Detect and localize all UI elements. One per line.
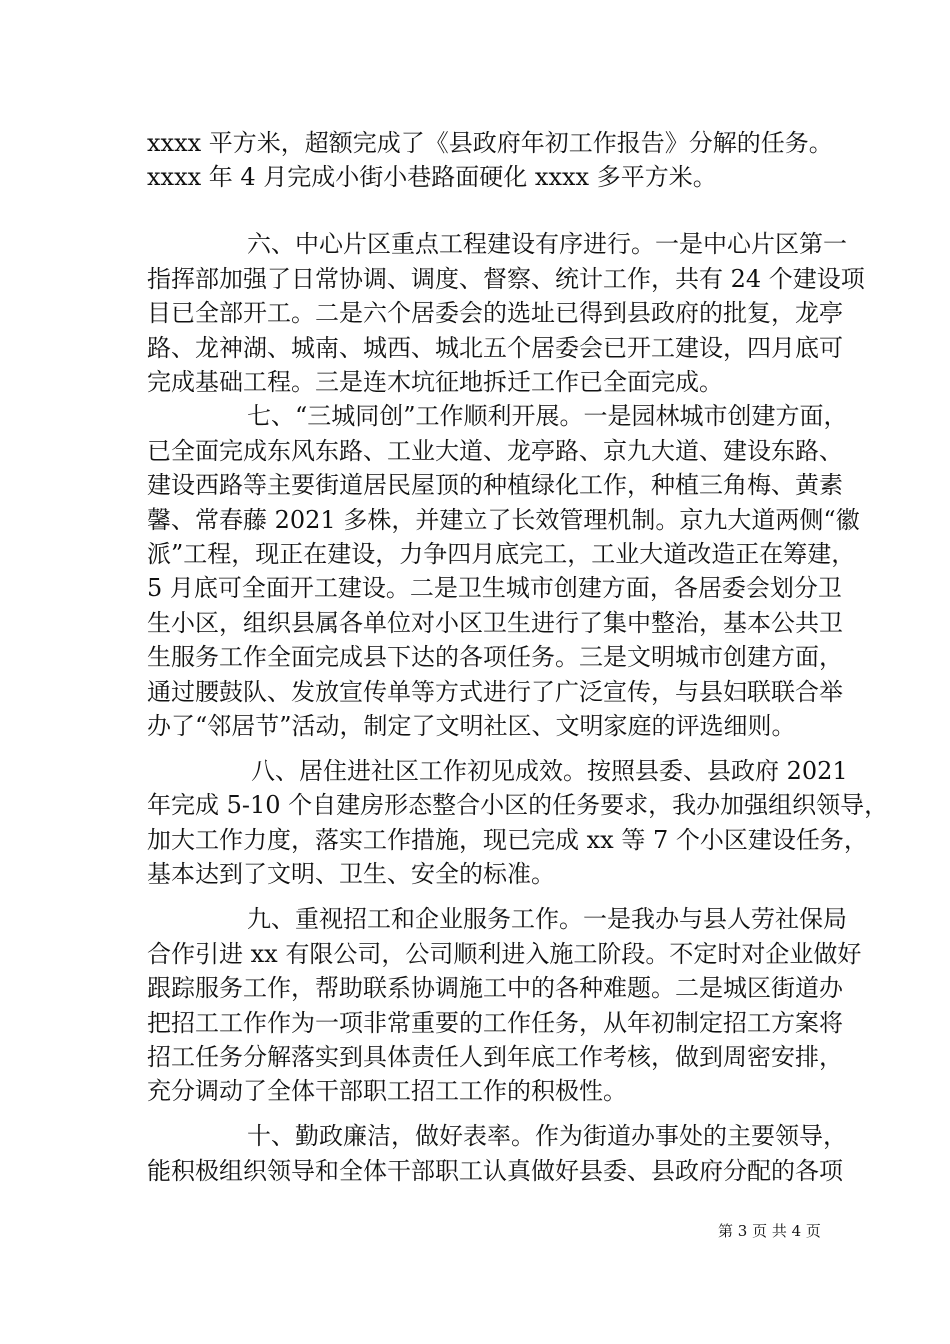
text-line: 充分调动了全体干部职工招工工作的积极性。 bbox=[147, 1077, 627, 1105]
text-line: 馨、常春藤 2021 多株，并建立了长效管理机制。京九大道两侧“徽 bbox=[147, 506, 860, 534]
page-number-footer: 第 3 页 共 4 页 bbox=[718, 1222, 821, 1240]
paragraph-6-start: 六、中心片区重点工程建设有序进行。一是中心片区第一 bbox=[247, 230, 847, 258]
text-line: 年完成 5-10 个自建房形态整合小区的任务要求，我办加强组织领导， bbox=[147, 791, 889, 819]
text-line: 能积极组织领导和全体干部职工认真做好县委、县政府分配的各项 bbox=[147, 1157, 843, 1185]
text-line: 招工任务分解落实到具体责任人到年底工作考核，做到周密安排， bbox=[147, 1043, 843, 1071]
text-line: 办了“邻居节”活动，制定了文明社区、文明家庭的评选细则。 bbox=[147, 712, 796, 740]
text-line: xxxx 平方米，超额完成了《县政府年初工作报告》分解的任务。 bbox=[147, 129, 833, 157]
text-line: 跟踪服务工作，帮助联系协调施工中的各种难题。二是城区街道办 bbox=[147, 974, 843, 1002]
text-line: 路、龙神湖、城南、城西、城北五个居委会已开工建设，四月底可 bbox=[147, 334, 843, 362]
text-line: 已全面完成东风东路、工业大道、龙亭路、京九大道、建设东路、 bbox=[147, 437, 843, 465]
text-line: 把招工工作作为一项非常重要的工作任务，从年初制定招工方案将 bbox=[147, 1009, 843, 1037]
text-line: 合作引进 xx 有限公司，公司顺利进入施工阶段。不定时对企业做好 bbox=[147, 940, 862, 968]
paragraph-10-start: 十、勤政廉洁，做好表率。作为街道办事处的主要领导， bbox=[247, 1122, 847, 1150]
text-line: 5 月底可全面开工建设。二是卫生城市创建方面，各居委会划分卫 bbox=[147, 574, 842, 602]
text-line: 目已全部开工。二是六个居委会的选址已得到县政府的批复，龙亭 bbox=[147, 299, 843, 327]
text-line: 生服务工作全面完成县下达的各项任务。三是文明城市创建方面， bbox=[147, 643, 843, 671]
text-line: 加大工作力度，落实工作措施，现已完成 xx 等 7 个小区建设任务， bbox=[147, 826, 868, 854]
text-line: 派”工程，现正在建设，力争四月底完工，工业大道改造正在筹建， bbox=[147, 540, 856, 568]
paragraph-9-start: 九、重视招工和企业服务工作。一是我办与县人劳社保局 bbox=[247, 905, 847, 933]
text-line: xxxx 年 4 月完成小街小巷路面硬化 xxxx 多平方米。 bbox=[147, 163, 717, 191]
paragraph-7-start: 七、“三城同创”工作顺利开展。一是园林城市创建方面， bbox=[247, 402, 848, 430]
text-line: 指挥部加强了日常协调、调度、督察、统计工作，共有 24 个建设项 bbox=[147, 265, 865, 293]
paragraph-8-start: 八、居住进社区工作初见成效。按照县委、县政府 2021 bbox=[251, 757, 848, 785]
text-line: 生小区，组织县属各单位对小区卫生进行了集中整治，基本公共卫 bbox=[147, 609, 843, 637]
text-line: 通过腰鼓队、发放宣传单等方式进行了广泛宣传，与县妇联联合举 bbox=[147, 678, 843, 706]
text-line: 基本达到了文明、卫生、安全的标准。 bbox=[147, 860, 555, 888]
text-line: 建设西路等主要街道居民屋顶的种植绿化工作，种植三角梅、黄素 bbox=[147, 471, 843, 499]
text-line: 完成基础工程。三是连木坑征地拆迁工作已全面完成。 bbox=[147, 368, 723, 396]
